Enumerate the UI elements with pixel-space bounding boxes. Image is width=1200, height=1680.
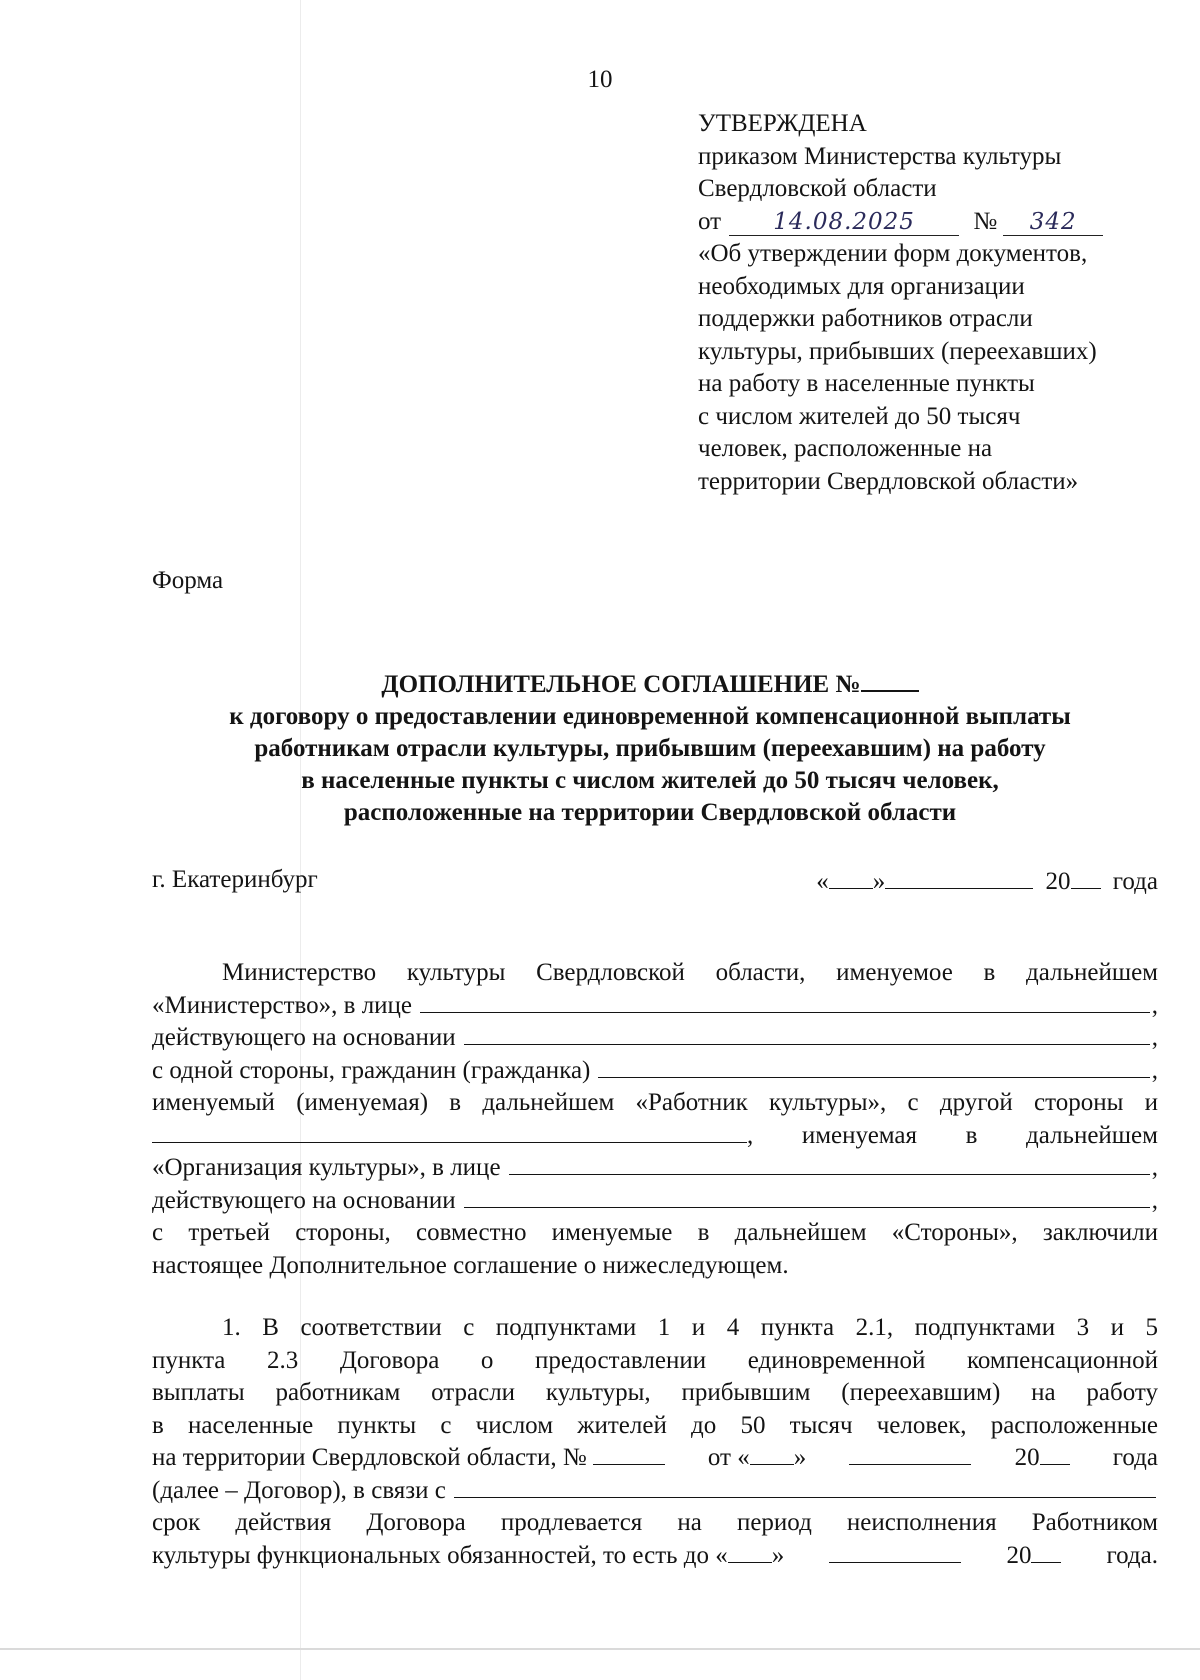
month-blank[interactable] [885,866,1033,889]
title-text: ДОПОЛНИТЕЛЬНОЕ СОГЛАШЕНИЕ № [381,671,861,698]
clause-line: выплаты работникам отрасли культуры, прибывшим (переехавшим) на работу [152,1379,1158,1406]
handwritten-number: 342 [1003,209,1103,236]
approval-block [698,108,1178,498]
title-line: к договору о предоставлении единовременной компенсационной выплаты [229,703,1071,730]
form-label: Форма [152,567,224,594]
approval-line: с числом жителей до 50 тысяч [698,402,1021,430]
title-line: расположенные на территории Свердловской области [343,799,957,826]
reason-blank[interactable] [454,1475,1156,1498]
preamble-line: Министерство культуры Свердловской области, именуемое в дальнейшем [222,959,1158,986]
approval-line: поддержки работников отрасли [698,305,1033,332]
place: г. Екатеринбург [152,866,318,893]
preamble-line: «Министерство», в лице , [152,991,1158,1019]
organization-representative-blank[interactable] [509,1152,1150,1175]
preamble-line: с одной стороны, гражданин (гражданка) , [152,1056,1158,1084]
approval-date-row [698,206,1178,239]
approval-line: приказом Министерства культуры [698,142,1062,170]
clause-line: культуры функциональных обязанностей, то есть до « » 20 года. [152,1541,1158,1569]
preamble-line: действующего на основании , [152,1186,1158,1214]
preamble-line: «Организация культуры», в лице , [152,1154,1158,1181]
clause-line: (далее – Договор), в связи с [152,1475,1158,1508]
extension-day-blank[interactable] [728,1540,772,1563]
date-field: « » 20 года [816,868,1158,895]
approval-line: «Об утверждении форм документов, [698,240,1088,267]
citizen-name-blank[interactable] [598,1055,1149,1078]
number-label: № [973,207,998,235]
approval-line: территории Свердловской области» [698,467,1079,495]
title-line: работникам отрасли культуры, прибывшим (переехавшим) на работу [254,735,1046,762]
extension-month-blank[interactable] [829,1540,961,1563]
approval-line: Свердловской области [698,175,937,202]
contract-number-blank[interactable] [593,1442,665,1465]
clause-line: 1. В соответствии с подпунктами 1 и 4 пункта 2.1, подпунктами 3 и 5 [222,1314,1158,1341]
day-blank[interactable] [829,866,873,889]
agreement-number-blank[interactable] [861,668,919,692]
contract-day-blank[interactable] [750,1442,794,1465]
document-title [120,668,1180,829]
clause-line: срок действия Договора продлевается на период неисполнения Работником [152,1509,1158,1536]
ministry-representative-blank[interactable] [420,990,1150,1013]
clause-line: пункта 2.3 Договора о предоставлении единовременной компенсационной [152,1346,1158,1374]
preamble-line: , именуемая в дальнейшем [152,1120,1158,1153]
preamble-line: с третьей стороны, совместно именуемые в дальнейшем «Стороны», заключили [152,1219,1158,1246]
contract-month-blank[interactable] [849,1442,971,1465]
place-date-row [152,866,1158,896]
contract-year-blank[interactable] [1040,1442,1070,1465]
scan-artifact-bottom [0,1648,1200,1650]
approval-line: культуры, прибывших (переехавших) [698,337,1097,365]
clause-line: в населенные пункты с числом жителей до 50 тысяч человек, расположенные [152,1411,1158,1439]
preamble-line: настоящее Дополнительное соглашение о нижеследующем. [152,1251,789,1279]
page-number: 10 [587,66,613,93]
approval-line: человек, расположенные на [698,435,993,462]
handwritten-date: 14.08.2025 [729,209,959,236]
from-label: от [698,207,722,235]
clause-line: на территории Свердловской области, № от « » 20 года [152,1444,1158,1471]
clause-1 [152,1312,1158,1572]
approval-heading: УТВЕРЖДЕНА [698,110,867,137]
title-line: в населенные пункты с числом жителей до 50 тысяч человек, [301,767,999,794]
approval-line: на работу в населенные пункты [698,370,1035,397]
organization-name-blank[interactable] [152,1120,747,1143]
preamble [152,957,1158,1282]
ministry-basis-blank[interactable] [464,1022,1150,1045]
title-line [120,668,1180,701]
organization-basis-blank[interactable] [464,1185,1150,1208]
year-blank[interactable] [1071,866,1101,889]
extension-year-blank[interactable] [1031,1540,1061,1563]
preamble-line: действующего на основании , [152,1024,1158,1051]
approval-line: необходимых для организации [698,272,1025,300]
preamble-line: именуемый (именуемая) в дальнейшем «Работник культуры», с другой стороны и [152,1089,1158,1116]
